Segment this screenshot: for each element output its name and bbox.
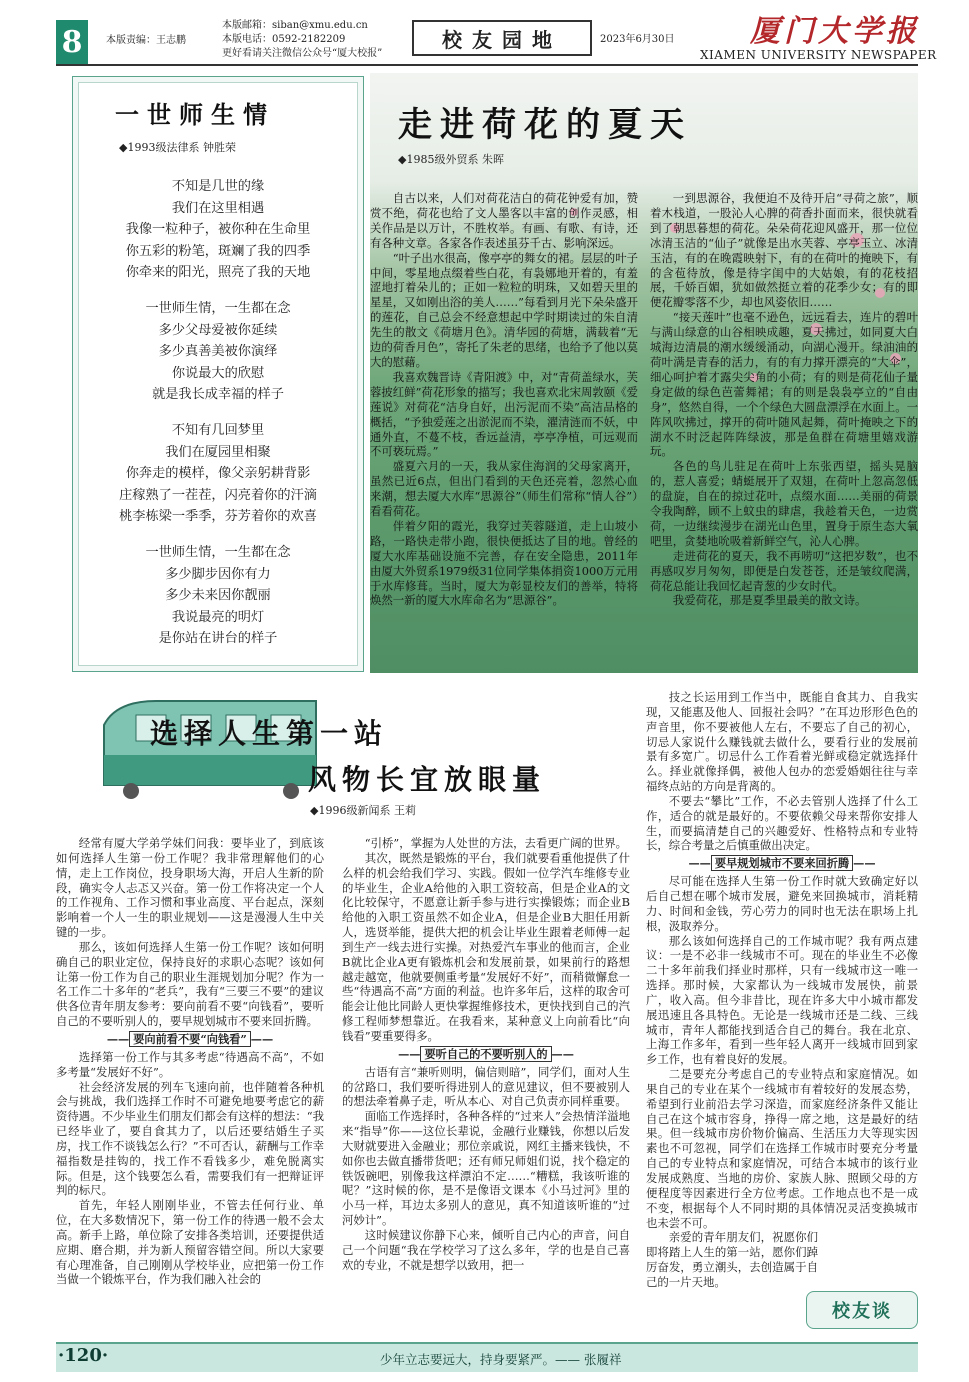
career-title-line1: 选择人生第一站 [150,717,389,750]
lotus-paragraph: 我爱荷花，那是夏季里最美的散文诗。 [672,593,867,608]
lotus-paragraph: “叶子出水很高，像亭亭的舞女的裙。层层的叶子中间，零星地点缀着些白花，有袅娜地开着的，有羞涩地打着朵儿的；正如一粒粒的明珠，又如碧天里的星星，又如刚出浴的美人……”每看到月光下朵朵盛开的莲花，自己总会不经意想起中学时期读过的朱自清先生的散文《荷塘月色》。清华园的荷塘，满载着“无边的荷香月色”，寄托了朱老的思绪，也给予了他以莫大的慰藉。 [370,250,638,369]
poem-line: 一世师生情，一生都在念 [145,545,291,560]
career-paragraph: 那么该如何选择自己的工作城市呢？我有两点建议：一是不必非一线城市不可。现在的毕业生不必像二十多年前我们择业时那样，只有一线城市这一唯一选择。那时候，大家都认为一线城市发展快，前景广，收入高。但今非昔比，现在许多大中小城市都发展迅速且各具特色。无论是一线城市还是二线、三线城市，青年人都能找到适合自己的舞台。我在北京、上海工作多年，看到一些年轻人离开一线城市回到家乡工作，也有着良好的发展。 [646,933,918,1067]
poem-line: 多少真善美被你演绎 [158,344,278,359]
poem-line: 多少未来因你靓丽 [165,588,271,603]
poem-line: 庄稼熟了一茬茬，闪亮着你的汗滴 [119,487,317,503]
poem-panel [78,82,358,666]
poem-line: 你牵来的阳光，照亮了我的天地 [125,265,311,280]
poem-line: 桃李栋梁一季季，芬芳着你的欢喜 [119,509,317,524]
career-column-1 [56,836,324,1287]
poem-line: 我们在厦园里相聚 [165,444,271,460]
poem-line: 不知是几世的缘 [171,179,265,194]
page-number: 8 [56,20,88,64]
masthead-logo: 厦门大学报 [750,14,920,49]
column-badge: 校友谈 [806,1291,918,1329]
poem-line: 是你站在讲台的样子 [158,631,278,646]
email-line: 本版邮箱：siban@xmu.edu.cn [222,20,368,31]
subheading-text: 要听自己的不要听别人的 [420,1046,551,1062]
career-paragraph: 面临工作选择时，各种各样的“过来人”会热情洋溢地来“指导”你——这位长辈说，金融行业赚钱，你想以后发大财就要进入金融业；那位亲戚说，网红主播来钱快，不如你也去做直播带货吧；还有师兄师姐们说，找个稳定的铁饭碗吧，别像我这样漂泊不定……“糟糕，我该听谁的呢？”这时候的你，是不是像语文课本《小马过河》里的小马一样，耳边太多别人的意见，真不知道该听谁的“过河妙计”。 [342,1109,630,1228]
career-column-2 [342,836,630,1272]
lotus-column-2 [650,191,918,608]
career-paragraph: “引桥”，掌握为人处世的方法，去看更广阔的世界。 [364,836,628,850]
poem-line: 我说最亮的明灯 [171,609,265,625]
poem-line: 你奔走的模样，像父亲躬耕背影 [125,466,311,481]
career-paragraph: 古语有言“兼听则明，偏信则暗”，同学们，面对人生的岔路口，我们要听得进别人的意见建议，但不要被别人的想法牵着鼻子走，听从本心、对自己负责亦同样重要。 [342,1064,630,1109]
lotus-paragraph: 我喜欢魏晋诗《青阳渡》中，对“青荷盖绿水，芙蓉披红鲜”荷花形象的描写；我也喜欢北宋周敦颐《爱莲说》对荷花“洁身自好，出污泥而不染”高洁品格的概括，“予独爱莲之出淤泥而不染，濯清涟而不妖，中通外直，不蔓不枝，香远益清，亭亭净植，可远观而不可亵玩焉。” [370,369,638,459]
poem-line: 你五彩的粉笔，斑斓了我的四季 [125,243,311,259]
lotus-paragraph: 盛夏六月的一天，我从家住海润的父母家离开，虽然已近6点，但出门看到的天色还亮着，忽然心血来潮，想去厦大水库“思源谷”（师生们常称“情人谷”）看看荷花。 [370,459,638,519]
poem-stanza-3 [79,420,357,528]
lotus-paragraph: 走进荷花的夏天，我不再唠叨“这把岁数”，也不再感叹岁月匆匆，即便是白发苍苍，还是皱纹爬满，荷花总能让我回忆起青葱的少女时代。 [650,548,918,593]
lotus-paragraph: 各色的鸟儿驻足在荷叶上东张西望，摇头晃脑的，惹人喜爱；蜻蜓展开了双翅，在荷叶上忽高忽低的盘旋，自在的掠过花叶，点缀水面……美丽的荷景令我陶醉，顾不上蚊虫的肆虐，我趁着天色，一边赏荷，一边继续漫步在湖光山色里，置身于原生态大氧吧里，贪婪地吮吸着新鲜空气，沁人心脾。 [650,459,918,548]
header-rule [56,64,918,66]
subheading-3: —— 要早规划城市不要来回折腾 —— [688,856,876,871]
editor-line: 本版责编：王志鹏 [106,35,186,46]
poem-line: 我像一粒种子，被你种在生命里 [125,222,311,237]
poem-line: 我们在这里相遇 [171,200,265,216]
lotus-column-1 [370,191,638,608]
masthead-english: XIAMEN UNIVERSITY NEWSPAPER [700,48,937,62]
career-paragraph: 尽可能在选择人生第一份工作时就大致确定好以后自己想在哪个城市发展，避免来回换城市，消耗精力、时间和金钱，劳心劳力的同时也无法在职场上扎根，汲取养分。 [646,874,918,933]
career-paragraph: 社会经济发展的列车飞速向前，也伴随着各种机会与挑战，我们选择工作时不可避免地要考虑它的薪资待遇。不少毕业生们朋友们都会有这样的想法：“我已经毕业了，要自食其力了，以后还要结婚生子买房，找工作不谈钱怎么行？”不可否认，薪酬与工作幸福指数是挂钩的，找工作不看钱多少，难免脱离实际。但是，这个钱要怎么看，需要我们有一把辩证评判的标尺。 [56,1079,324,1198]
career-paragraph: 二是要充分考虑自己的专业特点和家庭情况。如果自己的专业在某个一线城市有着较好的发展态势，希望到行业前沿去学习深造，而家庭经济条件又能让自己在这个城市容身，挣得一席之地，这是最好的结果。但一线城市房价物价偏高、生活压力大等现实因素也不可忽视，同学们在选择工作城市时要充分考量自己的专业特点和家庭情况，可结合本城市的该行业发展成熟度、当地的房价、家族人脉、照顾父母的方便程度等因素进行全方位考虑。工作地点也不是一成不变，根据每个人不同时期的具体情况灵活变换城市也未尝不可。 [646,1067,918,1230]
career-column-3 [646,690,918,1290]
lotus-paragraph: 一到思源谷，我便迫不及待开启“寻荷之旅”，顺着木栈道，一股沁人心脾的荷香扑面而来，很快就看到了朝思暮想的荷花。朵朵荷花迎风盛开，那一位位冰清玉洁的“仙子”就像是出水芙蓉、亭亭玉立、冰清玉洁，有的在晚霞映射下，有的在荷叶的掩映下，有的含苞待放，像是待字闺中的大姑娘，有的花枝招展，千娇百媚，犹如做然挺立着的花季少女；有的即便花瓣零落不少，却也风姿依旧…… [650,191,918,310]
career-title-line2: 风物长宜放眼量 [308,763,547,796]
lotus-photo-background [370,73,918,673]
poem-byline: ◆1993级法律系 钟胜荣 [119,141,236,154]
career-paragraph: 技之长运用到工作当中，既能自食其力、自我实现，又能惠及他人、回报社会吗？”在耳边形形色色的声音里，你不要被他人左右，不要忘了自己的初心，切忌人家说什么赚钱就去做什么，要看行业的发展前景有多宽广。切忌什么工作看着光鲜或稳定就选择什么。择业就像择偶，被他人包办的恋爱婚姻往往与幸福终点站的方向是背离的。 [646,690,918,794]
subheading-text: 要向前看不要“向钱看” [129,1031,251,1047]
poem-stanza-1 [79,176,357,284]
career-paragraph: 那么，该如何选择人生第一份工作呢？该如何明确自己的职业定位，保持良好的求职心态呢？该如何让第一份工作为自己的职业生涯规划加分呢？作为一名工作二十多年的“老兵”，我有“三要三不要”的建议供各位青年朋友参考：要向前看不要“向钱看”，要听自己的不要听别人的，要早规划城市不要来回折腾。 [56,939,324,1029]
poem-line: 多少脚步因你有力 [165,566,271,582]
poem-stanza-4 [79,542,357,650]
issue-date: 2023年6月30日 [600,34,675,45]
subheading-2: —— 要听自己的不要听别人的 —— [398,1046,574,1061]
career-paragraph: 其次，既然是锻炼的平台，我们就要看重他提供了什么样的机会给我们学习、实践。假如一位学汽车维修专业的毕业生，企业A给他的入职工资较高，但是企业A的文化比较保守，不愿意让新手参与进行实操锻炼；而企业B给他的入职工资虽然不如企业A，但是企业B大胆任用新人，选贤举能，提供大把的机会让毕业生跟着老师傅一起到生产一线去进行实操。对热爱汽车事业的他而言，企业B就比企业A更有锻炼机会和发展前景，如果前行的路想越走越宽，他就要侧重考量“发展好不好”，而稍微懈怠一些“待遇高不高”方面的利益。也许多年后，这样的取舍可能会让他比同龄人更快掌握维修技术，更快找到自己的汽修工程师梦想靠近。在我看来，某种意义上向前看比“向钱看”要重要得多。 [342,850,630,1043]
poem-line: 就是我长成幸福的样子 [152,387,284,402]
follow-line: 更好看请关注微信公众号“厦大校报” [222,48,383,59]
career-paragraph: 这时候建议你静下心来，倾听自己内心的声音，问自己一个问题“我在学校学习了这么多年，学的也是自己喜欢的专业，不就是想学以致用，把一 [342,1227,630,1272]
career-byline: ◆1996级新闻系 王莉 [310,804,416,817]
lotus-title: 走进荷花的夏天 [398,105,692,145]
section-title: 校友园地 [412,20,592,56]
lotus-paragraph: “接天莲叶”也毫不逊色，远远看去，连片的碧叶与满山绿意的山谷相映成趣，夏天拂过，如同夏大白城海边清晨的潮水缓缓涌动，向湖心漫开。绿油油的荷叶满是青春的活力，有的有力撑开漂亮的“大伞”，细心呵护着才露尖尖角的小荷；有的则是荷花仙子量身定做的绿色芭蕾舞裙；有的则是袅袅亭立的“自由身”，悠然自得，一个个绿色大圆盘漂浮在水面上。一阵风吹拂过，撑开的荷叶随风起舞，荷叶掩映之下的湖水不时泛起阵阵绿波，那是鱼群在荷塘里嬉戏游玩。 [650,310,918,459]
poem-stanza-2 [79,298,357,406]
lotus-byline: ◆1985级外贸系 朱晖 [398,153,504,166]
poem-title: 一世师生情 [115,100,275,129]
career-paragraph: 选择第一份工作与其多考虑“待遇高不高”，不如多考量“发展好不好”。 [56,1049,324,1079]
footer-quote: 少年立志要远大，持身要紧严。—— 张履祥 [380,1352,622,1367]
phone-line: 本版电话：0592-2182209 [222,34,346,45]
subheading-text: 要早规划城市不要来回折腾 [711,855,853,871]
lotus-paragraph: 自古以来，人们对荷花洁白的荷花钟爱有加，赞赏不绝，荷花也给了文人墨客以丰富的创作灵感，相关作品是以万计，不胜枚举。有画、有歌、有诗，还有各种文章。各家各作表述虽芬千古、影响深远。 [370,191,638,250]
poem-line: 多少父母爱被你延续 [158,322,278,338]
poem-line: 你说最大的欣慰 [171,365,265,381]
footer-page-number: ·120· [58,1345,109,1366]
poem-line: 不知有几回梦里 [171,423,265,438]
career-paragraph: 不要去“攀比”工作，不必去管别人选择了什么工作，适合的就是最好的。不要依赖父母来帮你安排人生，而要搞清楚自己的兴趣爱好、性格特点和专业特长，综合考量之后慎重做出决定。 [646,793,918,853]
poem-line: 一世师生情，一生都在念 [145,301,291,316]
career-paragraph: 经常有厦大学弟学妹们问我：要毕业了，到底该如何选择人生第一份工作呢？我非常理解他们的心情，走上工作岗位，投身职场大海，开启人生新的阶段，确实令人忐忑又兴奋。第一份工作将决定一个人的工作视角、工作习惯和事业高度、平台起点，深刻影响着一个人一生的职业规划——这是漫漫人生中关键的一步。 [56,836,324,940]
career-paragraph: 首先，年轻人刚刚毕业，不管去任何行业、单位，在大多数情况下，第一份工作的待遇一般不会太高。新手上路，单位除了安排各类培训，还要提供适应期、磨合期，并为新人预留容错空间。所以大家要有心理准备，自己刚刚从学校毕业，应把第一份工作当做一个锻炼平台，作为我们融入社会的 [56,1198,324,1287]
subheading-1: —— 要向前看不要“向钱看” —— [106,1031,274,1046]
lotus-paragraph: 伴着夕阳的霞光，我穿过芙蓉隧道，走上山坡小路，一路快走带小跑，很快便抵达了目的地。曾经的厦大水库基础设施不完善，存在安全隐患，2011年由厦大外贸系1979级31位同学集体捐资1000万元用于水库修葺。当时，厦大为彰显校友们的善举，特将焕然一新的厦大水库命名为“思源谷”。 [370,518,638,608]
career-paragraph: 亲爱的青年朋友们，祝愿你们即将踏上人生的第一站，愿你们踔厉奋发，勇立潮头，去创造属于自己的一片天地。 [646,1230,818,1289]
